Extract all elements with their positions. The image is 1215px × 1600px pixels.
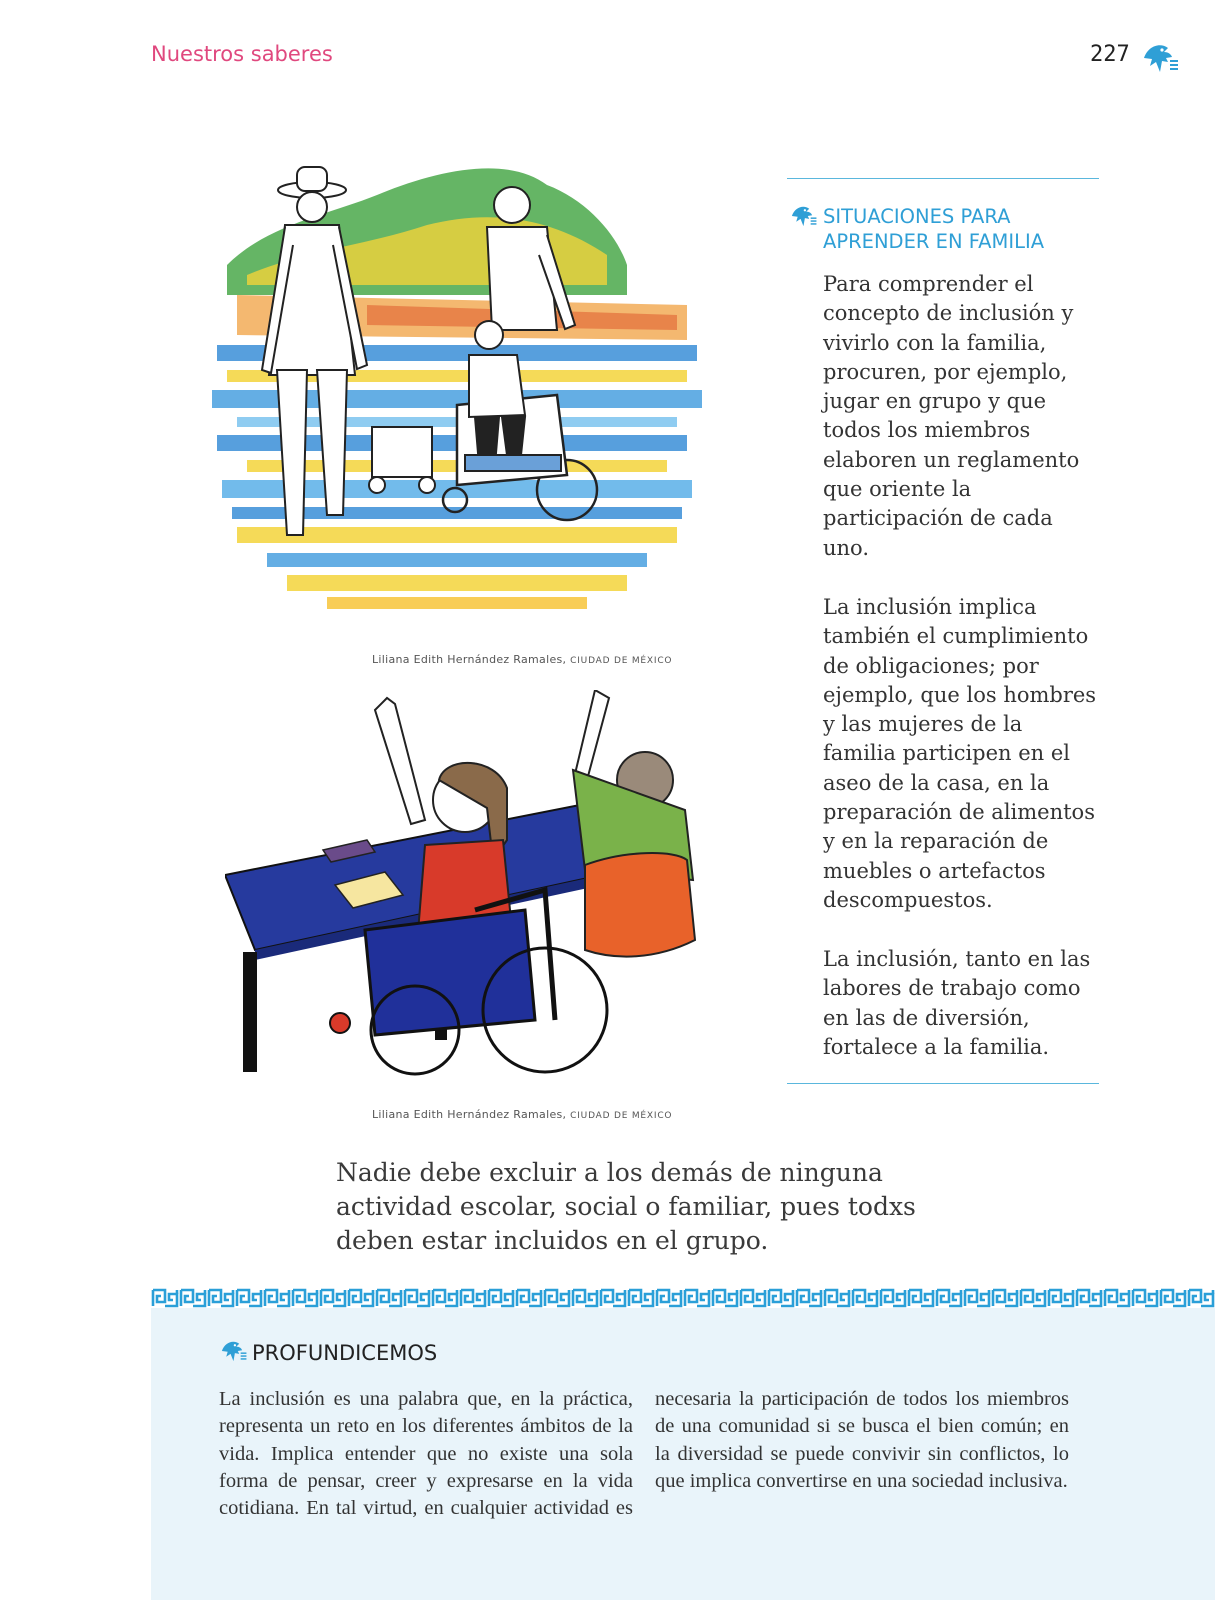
family-paragraph: Para comprender el concepto de inclusión y vivirlo con la familia, procuren, por ejemplo, jugar en grupo y que todos los miembros elaboren un reglamento que oriente la participación de cada uno. [823,272,1080,560]
family-situations-box [787,178,1099,1084]
hand-bird-icon [217,1338,247,1364]
deepen-title: PROFUNDICEMOS [252,1341,438,1365]
family-paragraph: La inclusión implica también el cumplimiento de obligaciones; por ejemplo, que los hombres y las mujeres de la familia participen en el aseo de la casa, en la preparación de alimentos y en la reparación de muebles o artefactos descompuestos. [823,595,1097,912]
hand-bird-icon [787,203,817,229]
deepen-section [151,1308,1215,1600]
caption-location: CIUDAD DE MÉXICO [570,1111,673,1121]
caption-location: CIUDAD DE MÉXICO [570,656,673,666]
family-paragraph: La inclusión, tanto en las labores de trabajo como en las de diversión, fortalece a la familia. [823,947,1091,1059]
greek-fret-border [151,1288,1215,1308]
top-divider [787,178,1099,179]
section-title: Nuestros saberes [151,42,333,66]
deepen-text: La inclusión es una palabra que, en la práctica, representa un reto en los diferentes ámbitos de la vida. Implica entender que no existe una sola forma de pensar, creer y expresarse en la vida cotidiana. En tal virtud, en cualquier actividad es necesaria la participación de todos los miembros de una comunidad si se busca el bien común; en la diversidad se puede convivir sin conflictos, lo que implica convertirse en una sociedad inclusiva. [219,1388,1069,1520]
bottom-divider [787,1083,1099,1084]
illustration-caption [372,1108,672,1121]
page-number: 227 [1090,42,1130,67]
classroom-illustration [225,690,705,1090]
caption-author: Liliana Edith Hernández Ramales, [372,653,567,666]
illustration-caption [372,653,672,666]
family-walking-illustration [207,155,707,635]
key-statement: Nadie debe excluir a los demás de ninguna actividad escolar, social o familiar, pues todxs deben estar incluidos en el grupo. [336,1158,916,1255]
caption-author: Liliana Edith Hernández Ramales, [372,1108,567,1121]
family-box-title: SITUACIONES PARA APRENDER EN FAMILIA [823,205,1045,253]
hand-bird-icon [1138,40,1178,76]
